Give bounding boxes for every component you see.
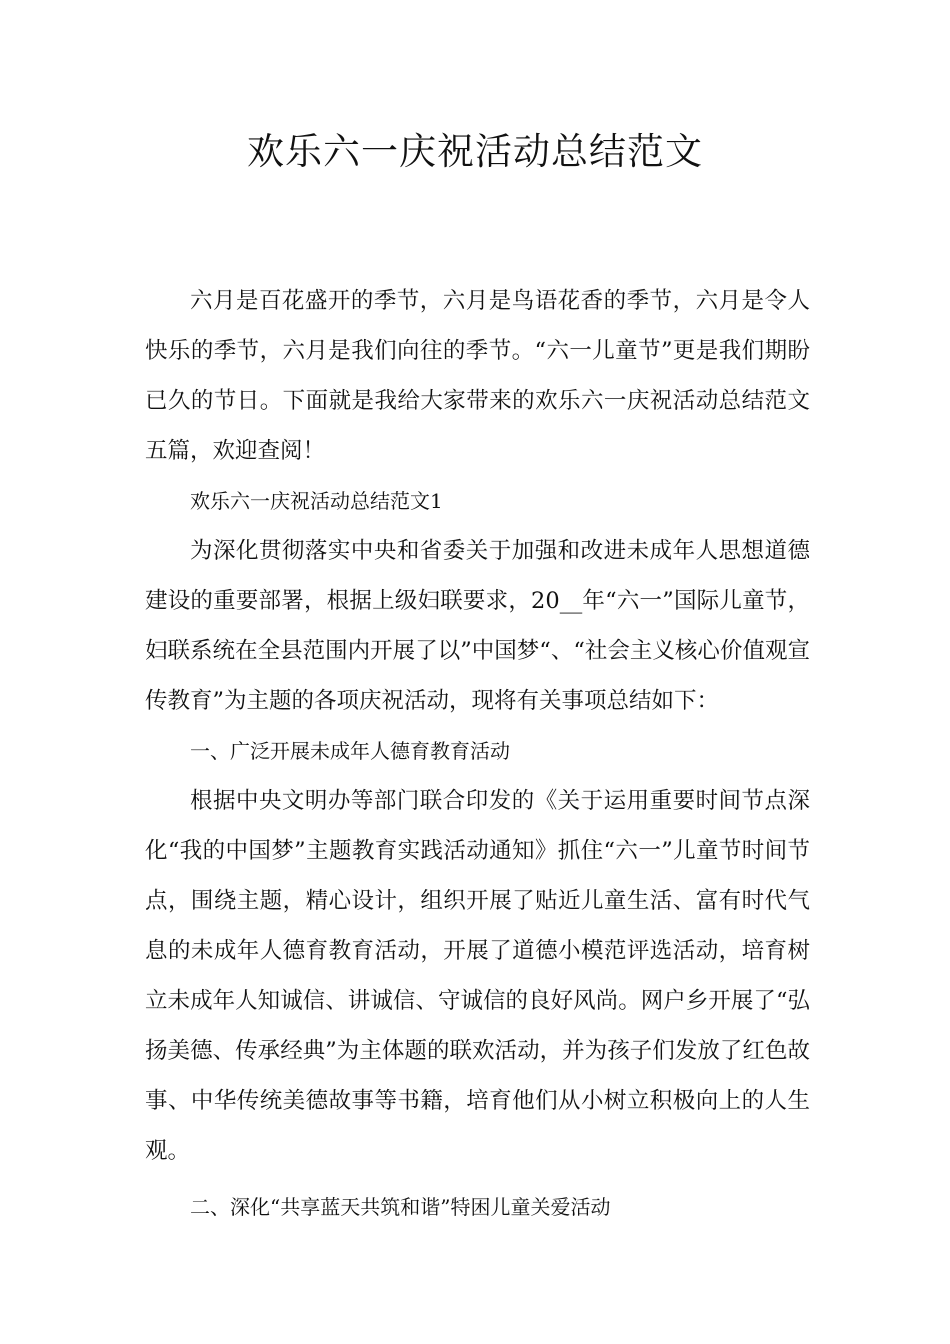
body-paragraph-1: 为深化贯彻落实中央和省委关于加强和改进未成年人思想道德建设的重要部署，根据上级妇联要求，20__年“六一”国际儿童节，妇联系统在全县范围内开展了以”中国梦“、“社会主义核心价值观宣传教育”为主题的各项庆祝活动，现将有关事项总结如下： <box>145 538 810 714</box>
section-heading-2: 二、深化“共享蓝天共筑和谐”特困儿童关爱活动 <box>190 1195 611 1219</box>
section-title: 欢乐六一庆祝活动总结范文1 <box>190 489 443 513</box>
body-paragraph-2: 根据中央文明办等部门联合印发的《关于运用重要时间节点深化“我的中国梦”主题教育实践活动通知》抓住“六一”儿童节时间节点，围绕主题，精心设计，组织开展了贴近儿童生活、富有时代气息的未成年人德育教育活动，开展了道德小模范评选活动，培育树立未成年人知诚信、讲诚信、守诚信的良好风尚。网户乡开展了“弘扬美德、传承经典”为主体题的联欢活动，并为孩子们发放了红色故事、中华传统美德故事等书籍，培育他们从小树立积极向上的人生观。 <box>145 788 810 1164</box>
document-body <box>145 276 810 1232</box>
document-title: 欢乐六一庆祝活动总结范文 <box>247 130 703 173</box>
intro-paragraph: 六月是百花盛开的季节，六月是鸟语花香的季节，六月是令人快乐的季节，六月是我们向往的季节。“六一儿童节”更是我们期盼已久的节日。下面就是我给大家带来的欢乐六一庆祝活动总结范文五篇，欢迎查阅！ <box>145 288 810 464</box>
section-heading-1: 一、广泛开展未成年人德育教育活动 <box>190 739 510 763</box>
